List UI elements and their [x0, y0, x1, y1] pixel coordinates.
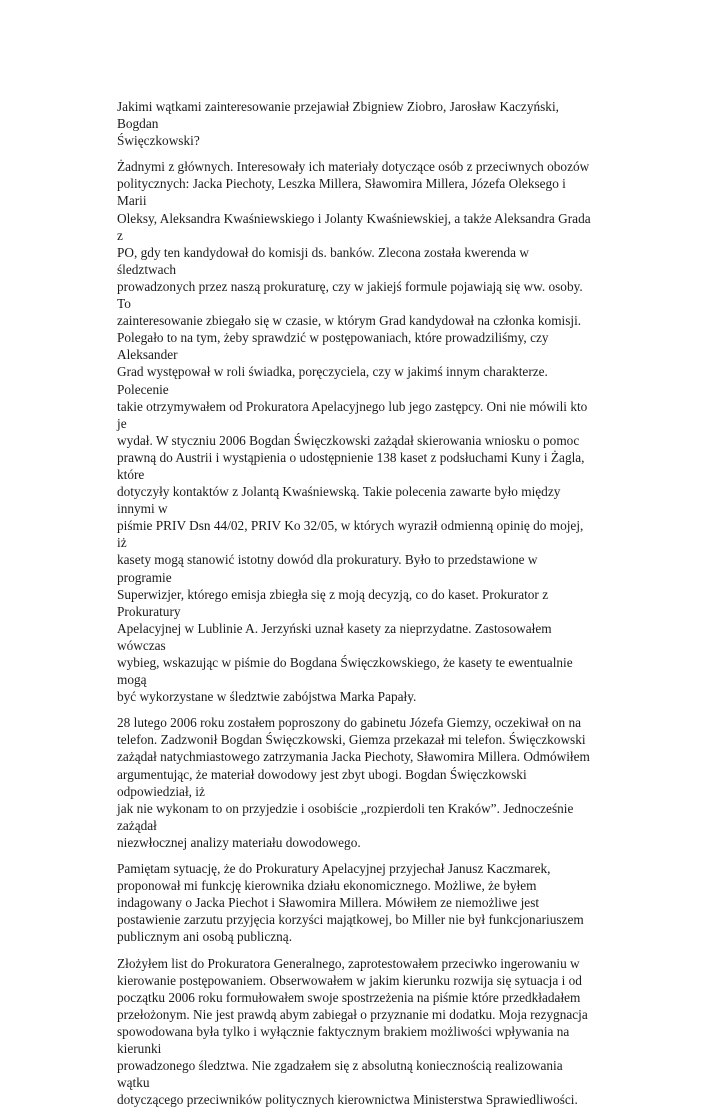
paragraph-3: Pamiętam sytuację, że do Prokuratury Apelacyjnej przyjechał Janusz Kaczmarek, proponował mi funkcję kierownika działu ekonomicznego. Możliwe, że byłem indagowany o Jacka Piechot i Sławomira Millera. Mówiłem ze niemożliwe jest postawienie zarzutu przyjęcia korzyści majątkowej, bo Miller nie był funkcjonariuszem publicznym ani osobą publiczną. — [117, 861, 584, 945]
paragraph-1: Żadnymi z głównych. Interesowały ich materiały dotyczące osób z przeciwnych obozów politycznych: Jacka Piechoty, Leszka Millera, Sławomira Millera, Józefa Oleksego i Marii Oleksy, Aleksandra Kwaśniewskiego i Jolanty Kwaśniewskiej, a także Aleksandra Grada z PO, gdy ten kandydował do komisji ds. banków. Zlecona została kwerenda w śledztwach prowadzonych przez naszą prokuraturę, czy w jakiejś formule pojawiają się ww. osoby. To zainteresowanie zbiegało się w czasie, w którym Grad kandydował na członka komisji. Polegało to na tym, żeby sprawdzić w postępowaniach, które prowadziliśmy, czy Aleksander Grad występował w roli świadka, poręczyciela, czy w jakimś innym charakterze. Polecenie takie otrzymywałem od Prokuratora Apelacyjnego lub jego zastępcy. Oni nie mówili kto je wydał. W styczniu 2006 Bogdan Święczkowski zażądał skierowania wniosku o pomoc prawną do Austrii i wystąpienia o udostępnienie 138 kaset z podsłuchami Kuny i Żagla, które dotyczyły kontaktów z Jolantą Kwaśniewską. Takie polecenia zawarte było między innymi w piśmie PRIV Dsn 44/02, PRIV Ko 32/05, w których wyraził odmienną opinię do mojej, iż kasety mogą stanowić istotny dowód dla prokuratury. Było to przedstawione w programie Superwizjer, którego emisja zbiegła się z moją decyzją, co do kaset. Prokurator z Prokuratury Apelacyjnej w Lublinie A. Jerzyński uznał kasety za nieprzydatne. Zastosowałem wówczas wybieg, wskazując w piśmie do Bogdana Święczkowskiego, że kasety te ewentualnie mogą być wykorzystane w śledztwie zabójstwa Marka Papały. — [117, 159, 591, 705]
question-heading: Jakimi wątkami zainteresowanie przejawiał Zbigniew Ziobro, Jarosław Kaczyński, Bogdan Święczkowski? — [117, 99, 559, 149]
document-body — [117, 98, 591, 1117]
paragraph-4: Złożyłem list do Prokuratora Generalnego, zaprotestowałem przeciwko ingerowaniu w kierowanie postępowaniem. Obserwowałem w jakim kierunku rozwija się sytuacja i od początku 2006 roku formułowałem swoje spostrzeżenia na piśmie które przedkładałem przełożonym. Nie jest prawdą abym zabiegał o przyznanie mi dodatku. Moja rezygnacja spowodowana była tylko i wyłącznie faktycznym brakiem możliwości wpływania na kierunki prowadzonego śledztwa. Nie zgadzałem się z absolutną koniecznością realizowania wątku dotyczącego przeciwników politycznych kierownictwa Ministerstwa Sprawiedliwości. — [117, 955, 588, 1108]
paragraph-2: 28 lutego 2006 roku zostałem poproszony do gabinetu Józefa Giemzy, oczekiwał on na telefon. Zadzwonił Bogdan Święczkowski, Giemza przekazał mi telefon. Święczkowski zażądał natychmiastowego zatrzymania Jacka Piechoty, Sławomira Millera. Odmówiłem argumentując, że materiał dowodowy jest zbyt ubogi. Bogdan Święczkowski odpowiedział, iż jak nie wykonam to on przyjedzie i osobiście „rozpierdoli ten Kraków”. Jednocześnie zażądał niezwłocznej analizy materiału dowodowego. — [117, 715, 590, 850]
